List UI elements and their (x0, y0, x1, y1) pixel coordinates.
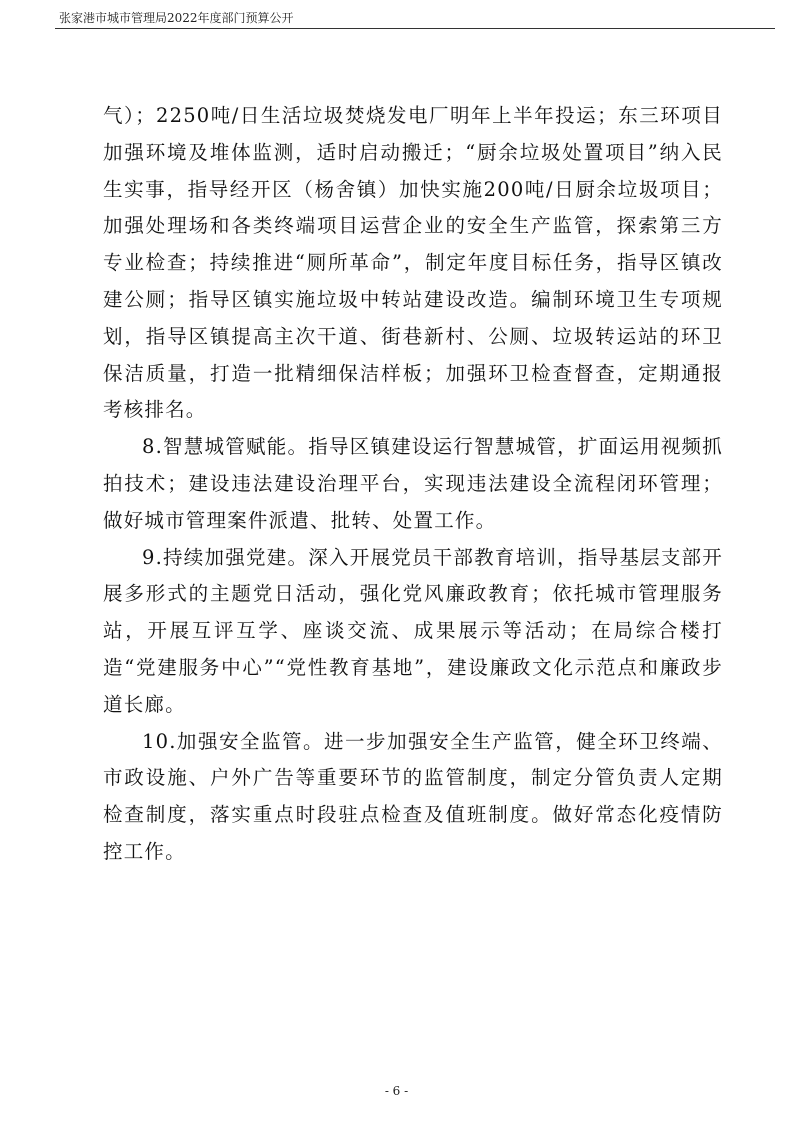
paragraph-item-10: 10.加强安全监管。进一步加强安全生产监管，健全环卫终端、市政设施、户外广告等重要环节的监管制度，制定分管负责人定期检查制度，落实重点时段驻点检查及值班制度。做好常态化疫情防控工作。 (103, 729, 723, 863)
page-header (55, 6, 775, 29)
page-number: - 6 - (384, 1084, 409, 1098)
paragraph-continuation: 气）；2250吨/日生活垃圾焚烧发电厂明年上半年投运；东三环项目加强环境及堆体监测，适时启动搬迁；“厨余垃圾处置项目”纳入民生实事，指导经开区（杨舍镇）加快实施200吨/日厨余垃圾项目；加强处理场和各类终端项目运营企业的安全生产监管，探索第三方专业检查；持续推进“厕所革命”，制定年度目标任务，指导区镇改建公厕；指导区镇实施垃圾中转站建设改造。编制环境卫生专项规划，指导区镇提高主次干道、街巷新村、公厕、垃圾转运站的环卫保洁质量，打造一批精细保洁样板；加强环卫检查督查，定期通报考核排名。 (103, 104, 723, 422)
header-title: 张家港市城市管理局2022年度部门预算公开 (59, 11, 294, 25)
paragraph-item-8: 8.智慧城管赋能。指导区镇建设运行智慧城管，扩面运用视频抓拍技术；建设违法建设治理平台，实现违法建设全流程闭环管理；做好城市管理案件派遣、批转、处置工作。 (103, 435, 723, 532)
document-body (103, 98, 723, 871)
paragraph-item-9: 9.持续加强党建。深入开展党员干部教育培训，指导基层支部开展多形式的主题党日活动，强化党风廉政教育；依托城市管理服务站，开展互评互学、座谈交流、成果展示等活动；在局综合楼打造“党建服务中心”“党性教育基地”，建设廉政文化示范点和廉政步道长廊。 (103, 545, 723, 716)
